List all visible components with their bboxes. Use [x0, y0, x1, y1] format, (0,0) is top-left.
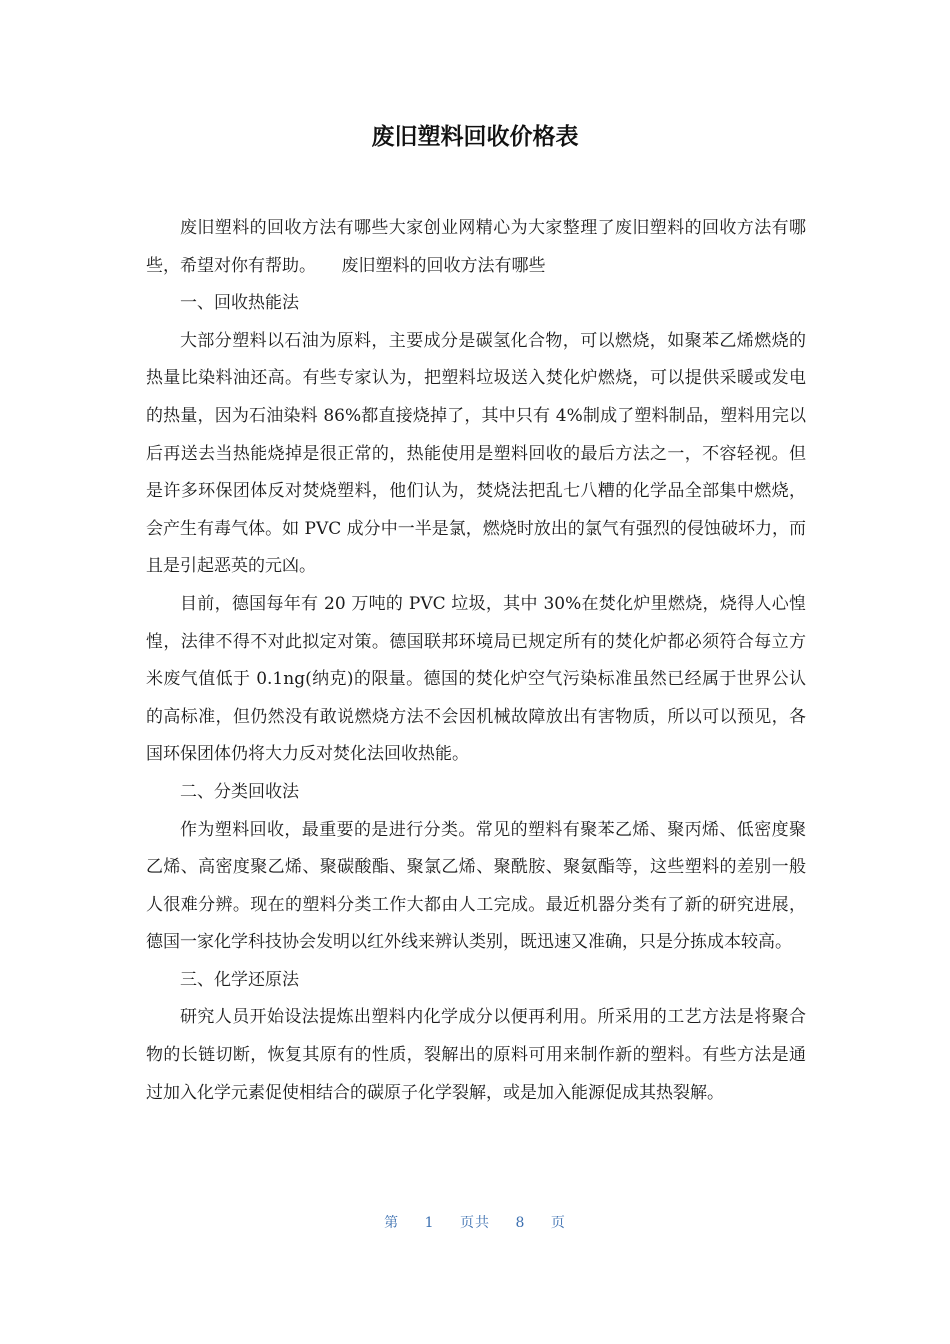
paragraph-thermal-2: 目前，德国每年有 20 万吨的 PVC 垃圾，其中 30%在焚化炉里燃烧，烧得人心惶惶，法律不得不对此拟定对策。德国联邦环境局已规定所有的焚化炉都必须符合每立方米废气值低于 0.1ng(纳克)的限量。德国的焚化炉空气污染标准虽然已经属于世界公认的高标准，但仍然没有敢说燃烧方法不会因机械故障放出有害物质，所以可以预见，各国环保团体仍将大力反对焚化法回收热能。 — [146, 593, 806, 765]
footer-prefix: 第 — [384, 1215, 400, 1231]
section-heading-1: 一、回收热能法 — [180, 293, 299, 314]
paragraph-intro: 废旧塑料的回收方法有哪些大家创业网精心为大家整理了废旧塑料的回收方法有哪些，希望对你有帮助。 废旧塑料的回收方法有哪些 — [146, 218, 806, 276]
paragraph-chemical: 研究人员开始设法提炼出塑料内化学成分以便再利用。所采用的工艺方法是将聚合物的长链切断，恢复其原有的性质，裂解出的原料可用来制作新的塑料。有些方法是通过加入化学元素促使相结合的碳原子化学裂解，或是加入能源促成其热裂解。 — [146, 1007, 806, 1103]
footer-suffix: 页 — [550, 1215, 566, 1231]
page-number-footer — [0, 1212, 950, 1232]
document-title: 废旧塑料回收价格表 — [371, 124, 579, 150]
footer-current-page: 1 — [424, 1215, 435, 1231]
section-heading-3: 三、化学还原法 — [180, 969, 299, 990]
footer-total-pages: 8 — [515, 1215, 526, 1231]
footer-middle: 页共 — [460, 1215, 490, 1231]
paragraph-thermal-1: 大部分塑料以石油为原料，主要成分是碳氢化合物，可以燃烧，如聚苯乙烯燃烧的热量比染料油还高。有些专家认为，把塑料垃圾送入焚化炉燃烧，可以提供采暖或发电的热量，因为石油染料 86%都直接烧掉了，其中只有 4%制成了塑料制品，塑料用完以后再送去当热能烧掉是很正常的，热能使用是塑料回收的最后方法之一，不容轻视。但是许多环保团体反对焚烧塑料，他们认为，焚烧法把乱七八糟的化学品全部集中燃烧，会产生有毒气体。如 PVC 成分中一半是氯，燃烧时放出的氯气有强烈的侵蚀破坏力，而且是引起恶英的元凶。 — [146, 330, 806, 577]
paragraph-sorting: 作为塑料回收，最重要的是进行分类。常见的塑料有聚苯乙烯、聚丙烯、低密度聚乙烯、高密度聚乙烯、聚碳酸酯、聚氯乙烯、聚酰胺、聚氨酯等，这些塑料的差别一般人很难分辨。现在的塑料分类工作大都由人工完成。最近机器分类有了新的研究进展，德国一家化学科技协会发明以红外线来辨认类别，既迅速又准确，只是分拣成本较高。 — [146, 819, 806, 953]
document-body — [146, 210, 806, 1112]
section-heading-2: 二、分类回收法 — [180, 781, 299, 802]
